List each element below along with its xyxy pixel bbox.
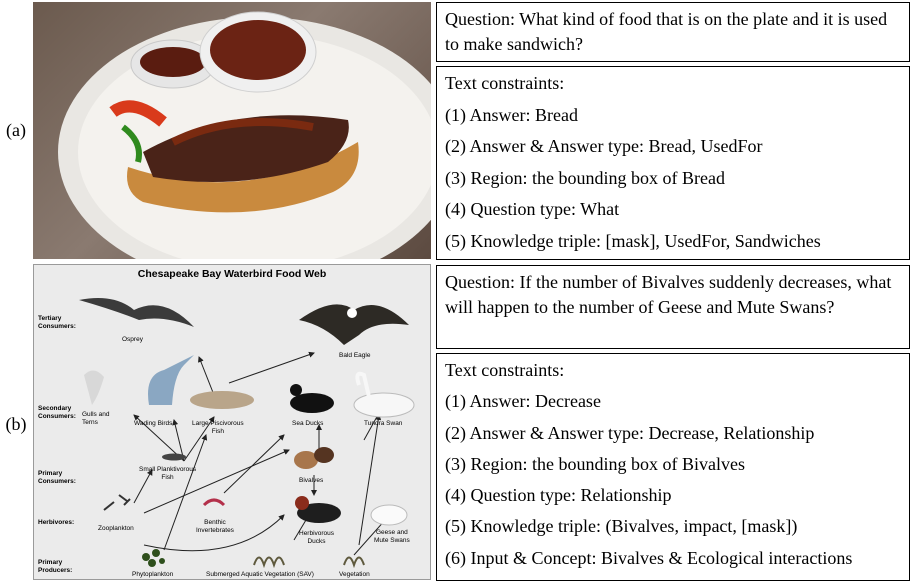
constraints-header-b: Text constraints:: [445, 360, 565, 380]
label-osprey: Osprey: [122, 336, 143, 343]
label-bald-eagle: Bald Eagle: [339, 352, 371, 359]
row-label-a: (a): [6, 120, 26, 140]
label-sea-ducks: Sea Ducks: [292, 420, 324, 427]
label-vegetation: Vegetation: [339, 571, 370, 578]
food-web-diagram: [33, 264, 431, 580]
level-producers: Primary Producers:: [38, 559, 73, 574]
food-plate-photo: [33, 2, 431, 259]
constraints-header-a: Text constraints:: [445, 73, 565, 93]
constraint-b-1: (1) Answer: Decrease: [445, 391, 601, 412]
constraint-b-4: (4) Question type: Relationship: [445, 485, 672, 506]
level-herbivores: Herbivores:: [38, 519, 75, 526]
constraint-b-3: (3) Region: the bounding box of Bivalves: [445, 453, 745, 474]
constraints-box-b: [436, 353, 910, 581]
constraint-b-5: (5) Knowledge triple: (Bivalves, impact, [mask]): [445, 516, 798, 537]
label-wading-birds: Wading Birds: [134, 420, 173, 427]
constraint-b-6: (6) Input & Concept: Bivalves & Ecological interactions: [445, 547, 853, 568]
constraint-a-5: (5) Knowledge triple: [mask], UsedFor, Sandwiches: [445, 230, 821, 251]
label-herbivorous-ducks: Herbivorous Ducks: [299, 530, 335, 545]
constraint-a-1: (1) Answer: Bread: [445, 104, 578, 125]
question-text-a: Question: What kind of food that is on the plate and it is used to make sandwich?: [445, 9, 888, 54]
level-primary: Primary Consumers:: [38, 470, 76, 485]
constraint-a-4: (4) Question type: What: [445, 199, 620, 219]
row-label-b: (b): [5, 414, 27, 434]
level-secondary: Secondary Consumers:: [38, 405, 76, 420]
question-box-b: [436, 265, 910, 349]
label-geese: Geese and Mute Swans: [374, 529, 410, 544]
constraints-box-a: [436, 66, 910, 260]
label-zooplankton: Zooplankton: [98, 525, 134, 532]
constraint-b-2: (2) Answer & Answer type: Decrease, Relationship: [445, 422, 815, 443]
label-sav: Submerged Aquatic Vegetation (SAV): [206, 571, 314, 578]
label-bivalves: Bivalves: [299, 477, 324, 484]
label-small-fish: Small Planktivorous Fish: [139, 466, 197, 481]
question-box-a: [436, 2, 910, 62]
constraint-a-3: (3) Region: the bounding box of Bread: [445, 167, 725, 188]
food-web-title: Chesapeake Bay Waterbird Food Web: [137, 268, 327, 280]
label-phytoplankton: Phytoplankton: [132, 571, 174, 578]
constraint-a-2: (2) Answer & Answer type: Bread, UsedFor: [445, 136, 763, 156]
label-tundra-swan: Tundra Swan: [364, 420, 403, 427]
label-large-fish: Large Piscivorous Fish: [192, 420, 244, 435]
level-tertiary: Tertiary Consumers:: [38, 315, 76, 330]
question-text-b: Question: If the number of Bivalves suddenly decreases, what will happen to the number of Geese and Mute Swans?: [445, 272, 892, 317]
label-benthic: Benthic Invertebrates: [196, 519, 234, 534]
label-gulls: Gulls and Terns: [82, 411, 110, 426]
